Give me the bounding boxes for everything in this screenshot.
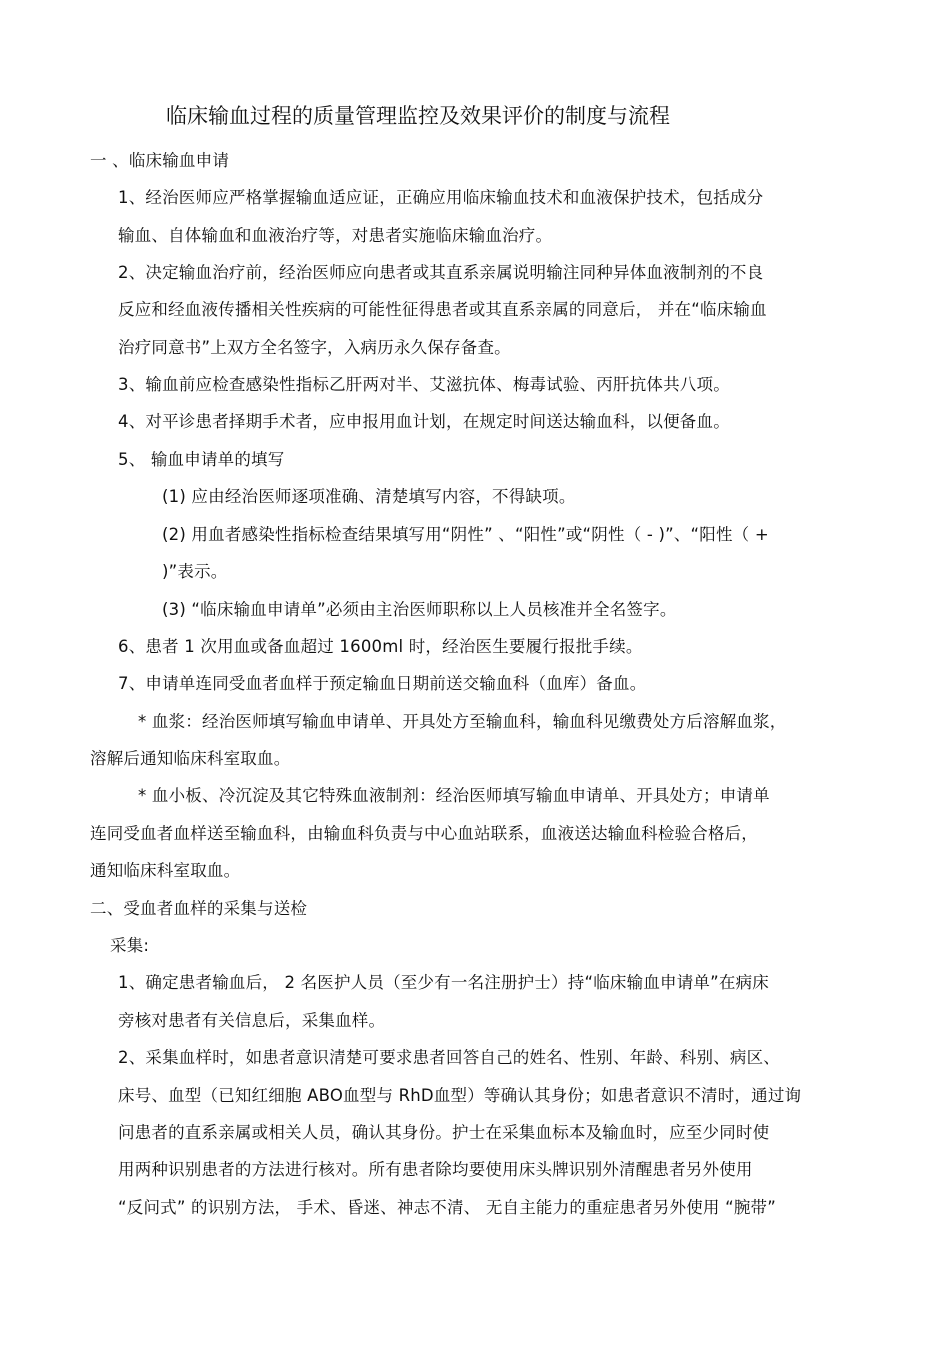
sub-item-line: (1) 应由经治医师逐项准确、清楚填写内容，不得缺项。	[162, 487, 576, 506]
section-heading: 二、受血者血样的采集与送检	[90, 899, 308, 918]
note-line: 通知临床科室取血。	[90, 861, 241, 880]
paragraph-line: 6、患者 1 次用血或备血超过 1600ml 时，经治医生要履行报批手续。	[118, 637, 643, 656]
paragraph-line: 5、 输血申请单的填写	[118, 450, 285, 469]
paragraph-line: 治疗同意书”上双方全名签字，入病历永久保存备查。	[118, 338, 511, 357]
note-line: 溶解后通知临床科室取血。	[90, 749, 291, 768]
paragraph-line: 7、申请单连同受血者血样于预定输血日期前送交输血科（血库）备血。	[118, 674, 647, 693]
paragraph-line: 用两种识别患者的方法进行核对。所有患者除均要使用床头牌识别外清醒患者另外使用	[118, 1160, 753, 1179]
paragraph-line: 问患者的直系亲属或相关人员，确认其身份。护士在采集血标本及输血时，应至少同时使	[118, 1123, 770, 1142]
paragraph-line: 2、采集血样时，如患者意识清楚可要求患者回答自己的姓名、性别、年龄、科别、病区、	[118, 1048, 780, 1067]
paragraph-line: 3、输血前应检查感染性指标乙肝两对半、艾滋抗体、梅毒试验、丙肝抗体共八项。	[118, 375, 730, 394]
paragraph-line: 旁核对患者有关信息后，采集血样。	[118, 1011, 386, 1030]
note-line: 连同受血者血样送至输血科，由输血科负责与中心血站联系，血液送达输血科检验合格后，	[90, 824, 758, 843]
paragraph-line: 4、对平诊患者择期手术者，应申报用血计划，在规定时间送达输血科，以便备血。	[118, 412, 730, 431]
sub-item-line: )”表示。	[162, 562, 228, 581]
paragraph-line: 采集:	[110, 936, 150, 955]
section-heading: 一 、临床输血申请	[90, 151, 230, 170]
paragraph-line: “反问式” 的识别方法， 手术、昏迷、神志不清、 无自主能力的重症患者另外使用 “腕带”	[118, 1198, 776, 1217]
document-title: 临床输血过程的质量管理监控及效果评价的制度与流程	[166, 104, 670, 128]
note-line: * 血小板、冷沉淀及其它特殊血液制剂：经治医师填写输血申请单、开具处方；申请单	[138, 786, 770, 805]
sub-item-line: (2) 用血者感染性指标检查结果填写用“阴性” 、“阳性”或“阴性（ - )”、“阳性（ +	[162, 525, 769, 544]
paragraph-line: 输血、自体输血和血液治疗等，对患者实施临床输血治疗。	[118, 226, 553, 245]
paragraph-line: 反应和经血液传播相关性疾病的可能性征得患者或其直系亲属的同意后， 并在“临床输血	[118, 300, 767, 319]
paragraph-line: 1、经治医师应严格掌握输血适应证，正确应用临床输血技术和血液保护技术，包括成分	[118, 188, 764, 207]
note-line: * 血浆：经治医师填写输血申请单、开具处方至输血科，输血科见缴费处方后溶解血浆，	[138, 712, 787, 731]
paragraph-line: 2、决定输血治疗前，经治医师应向患者或其直系亲属说明输注同种异体血液制剂的不良	[118, 263, 764, 282]
paragraph-line: 床号、血型（已知红细胞 ABO血型与 RhD血型）等确认其身份；如患者意识不清时，通过询	[118, 1086, 802, 1105]
sub-item-line: (3) “临床输血申请单”必须由主治医师职称以上人员核准并全名签字。	[162, 600, 677, 619]
paragraph-line: 1、确定患者输血后， 2 名医护人员（至少有一名注册护士）持“临床输血申请单”在病床	[118, 973, 769, 992]
